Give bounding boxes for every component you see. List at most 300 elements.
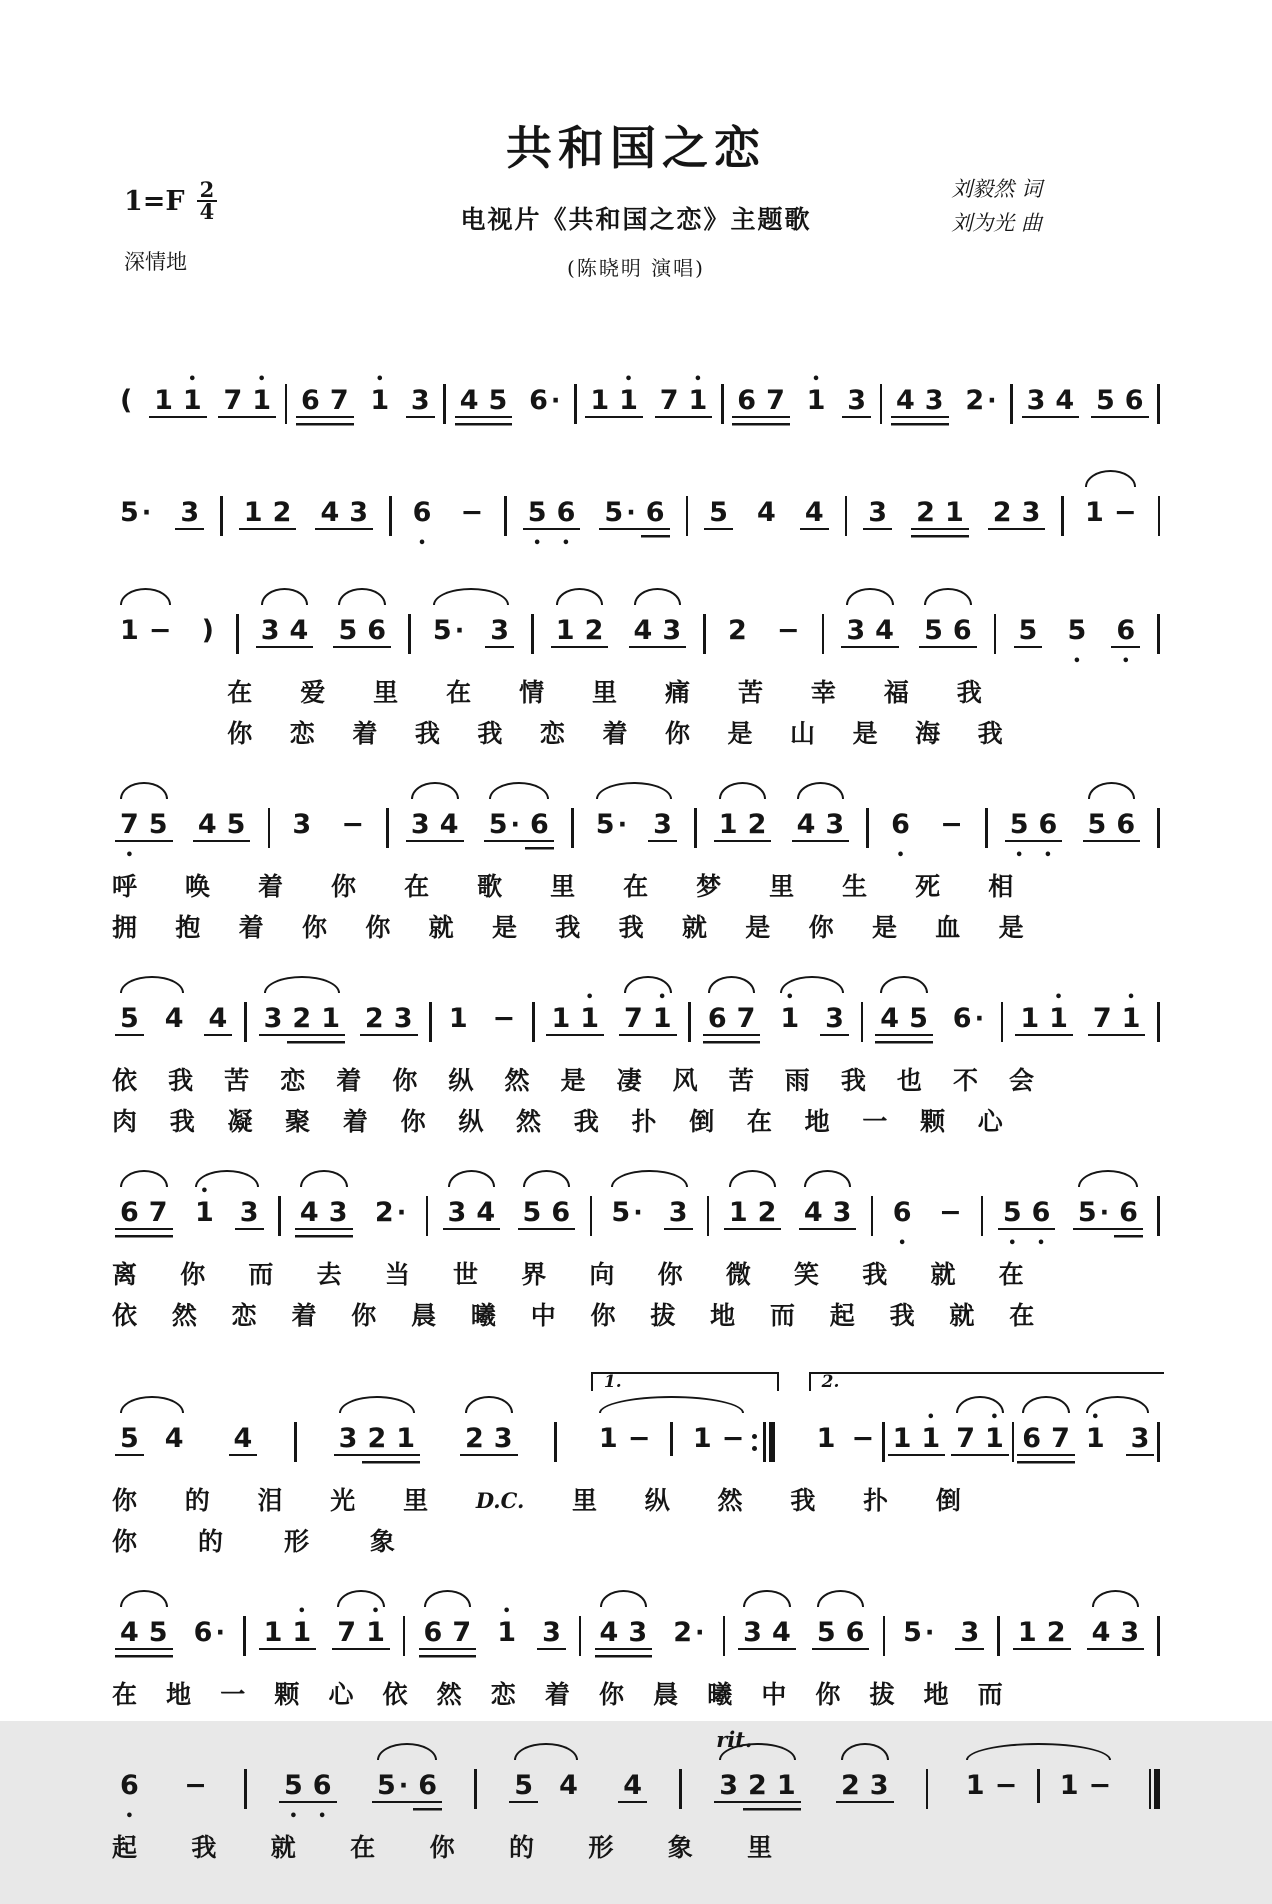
barline bbox=[426, 1196, 429, 1236]
note-token bbox=[800, 486, 829, 550]
note-glyph: 6 · bbox=[529, 385, 561, 416]
note-token bbox=[842, 374, 871, 438]
beam-underline bbox=[891, 416, 920, 426]
slur-note-group bbox=[738, 1588, 796, 1670]
note-token bbox=[287, 798, 316, 862]
note-glyph: 5 bbox=[338, 615, 358, 646]
note-glyph: 4 bbox=[164, 1003, 184, 1034]
slur-note-group bbox=[484, 780, 554, 862]
notes-row bbox=[112, 974, 1160, 1056]
note-token bbox=[1081, 1412, 1110, 1476]
note-token bbox=[361, 1606, 390, 1670]
beam-underline bbox=[870, 646, 899, 656]
note-group bbox=[1111, 586, 1140, 668]
thin-barline bbox=[1061, 496, 1064, 536]
note-token bbox=[641, 486, 670, 550]
beam-underline bbox=[911, 528, 940, 538]
note-group bbox=[279, 1741, 337, 1823]
note-token bbox=[115, 1412, 144, 1476]
note-token bbox=[115, 374, 137, 438]
beam-underline bbox=[988, 528, 1017, 538]
beam-underline bbox=[714, 840, 743, 850]
thin-barline bbox=[1157, 1422, 1160, 1462]
augmentation-dot: · bbox=[550, 386, 561, 415]
slur-note-group bbox=[419, 1588, 477, 1670]
lyric-syllable: 抱 bbox=[175, 913, 201, 942]
note-glyph: 1 bbox=[1049, 1003, 1068, 1034]
barline bbox=[429, 1002, 432, 1042]
lyric-syllable: 里 bbox=[592, 678, 618, 707]
note-token bbox=[1044, 992, 1073, 1056]
beam-underline bbox=[655, 1454, 688, 1464]
beam-underline bbox=[362, 646, 391, 656]
note-spacer bbox=[469, 604, 485, 668]
note-glyph: 4 bbox=[599, 1617, 619, 1648]
note-token bbox=[595, 1606, 624, 1670]
note-token bbox=[623, 1412, 656, 1476]
beam-underline bbox=[406, 416, 435, 426]
inner-barline bbox=[670, 1422, 673, 1456]
lyric-syllable: 我 bbox=[414, 719, 440, 748]
lyric-syllable: 是 bbox=[998, 913, 1024, 942]
note-token bbox=[413, 1759, 442, 1823]
note-glyph: 5 bbox=[1009, 809, 1029, 840]
note-token bbox=[204, 992, 233, 1056]
slur-note-group bbox=[591, 780, 677, 862]
note-token bbox=[836, 1759, 865, 1823]
thin-barline bbox=[243, 1616, 246, 1656]
augmentation-dot: · bbox=[396, 1198, 407, 1227]
note-group bbox=[492, 1588, 521, 1670]
sheet-body bbox=[112, 0, 1160, 1904]
repeat-dot bbox=[752, 1446, 757, 1451]
thin-barline bbox=[474, 1769, 477, 1809]
augmentation-dot: · bbox=[454, 616, 465, 645]
thin-barline bbox=[236, 614, 239, 654]
note-glyph: − bbox=[148, 615, 172, 646]
note-glyph: 6 bbox=[120, 1197, 139, 1228]
note-group bbox=[218, 356, 276, 438]
beam-underline bbox=[287, 1034, 316, 1044]
note-token bbox=[336, 798, 369, 862]
barline bbox=[845, 496, 848, 536]
note-glyph: 2 bbox=[584, 615, 604, 646]
key-signature bbox=[124, 177, 217, 224]
beam-underline bbox=[688, 1454, 717, 1464]
lyrics-row bbox=[112, 1832, 772, 1864]
high-octave-dot: • bbox=[990, 1410, 999, 1425]
note-token bbox=[1083, 798, 1112, 862]
note-token bbox=[524, 374, 565, 438]
barline bbox=[1157, 384, 1160, 424]
note-token bbox=[362, 1412, 391, 1476]
low-octave-dot: • bbox=[125, 848, 134, 863]
slur-note-group bbox=[256, 586, 314, 668]
thin-barline bbox=[429, 1002, 432, 1042]
note-glyph: 1 bbox=[652, 1003, 672, 1034]
note-glyph: 7 bbox=[337, 1617, 357, 1648]
beam-underline bbox=[865, 1801, 894, 1811]
note-glyph: 3 bbox=[869, 1770, 889, 1801]
beam-underline bbox=[1083, 840, 1112, 850]
note-group bbox=[1088, 974, 1146, 1056]
note-spacer bbox=[632, 798, 648, 862]
note-glyph: 4 bbox=[208, 1003, 228, 1034]
beam-underline bbox=[428, 646, 469, 656]
note-glyph: − bbox=[851, 1423, 875, 1454]
note-glyph: 3 bbox=[653, 809, 672, 840]
note-token bbox=[1042, 1606, 1071, 1670]
beam-underline bbox=[259, 1034, 288, 1044]
lyric-syllable: 在 bbox=[998, 1260, 1024, 1289]
slur-note-group bbox=[190, 1168, 264, 1250]
beam-underline bbox=[575, 1034, 604, 1044]
beam-underline bbox=[235, 1228, 264, 1238]
note-token bbox=[599, 486, 640, 550]
note-token bbox=[743, 798, 772, 862]
note-group bbox=[204, 974, 233, 1056]
note-glyph: 3 bbox=[490, 615, 509, 646]
slur-note-group bbox=[115, 1588, 173, 1670]
note-group bbox=[655, 356, 713, 438]
beam-underline bbox=[179, 1801, 212, 1811]
lyric-syllable: 晨 bbox=[411, 1301, 437, 1330]
beam-underline bbox=[743, 840, 772, 850]
beam-underline bbox=[948, 646, 977, 656]
note-token bbox=[820, 798, 849, 862]
beam-underline bbox=[842, 416, 871, 426]
notes-row bbox=[112, 586, 1160, 668]
note-token bbox=[841, 604, 870, 668]
barline bbox=[703, 614, 706, 654]
augmentation-dot: · bbox=[617, 810, 628, 839]
beam-underline bbox=[1087, 1648, 1116, 1658]
beam-underline bbox=[1050, 416, 1079, 426]
lyric-syllable: 在 bbox=[1009, 1301, 1035, 1330]
lyrics-row bbox=[112, 912, 1024, 944]
note-group bbox=[886, 780, 915, 862]
note-token bbox=[1087, 1606, 1116, 1670]
note-token bbox=[193, 798, 222, 862]
beam-underline bbox=[372, 1801, 413, 1811]
note-token bbox=[471, 1186, 500, 1250]
note-token bbox=[988, 486, 1017, 550]
beam-underline bbox=[960, 416, 1001, 426]
note-glyph: 2 bbox=[727, 615, 747, 646]
barline bbox=[1157, 614, 1160, 654]
note-token bbox=[717, 1412, 750, 1476]
note-group bbox=[315, 468, 373, 550]
note-glyph: 3 bbox=[180, 497, 200, 528]
beam-underline bbox=[1046, 1454, 1075, 1464]
lyric-syllable: 拔 bbox=[869, 1680, 895, 1709]
beam-underline bbox=[256, 646, 285, 656]
barline bbox=[408, 614, 411, 654]
note-token bbox=[325, 374, 354, 438]
beam-underline bbox=[753, 1228, 782, 1238]
note-glyph: 6 bbox=[551, 1197, 571, 1228]
thin-barline bbox=[574, 384, 577, 424]
lyric-syllable: 微 bbox=[725, 1260, 751, 1289]
note-token bbox=[115, 486, 156, 550]
beam-underline bbox=[955, 1648, 984, 1658]
note-group bbox=[842, 356, 871, 438]
note-token bbox=[485, 604, 514, 668]
beam-underline bbox=[115, 528, 156, 538]
note-token bbox=[619, 992, 648, 1056]
beam-underline bbox=[115, 646, 144, 656]
lyric-syllable: 你 bbox=[590, 1301, 616, 1330]
augmentation-dot: · bbox=[1099, 1198, 1110, 1227]
beam-underline bbox=[546, 1228, 575, 1238]
note-glyph: 3 bbox=[668, 1197, 688, 1228]
note-glyph: − bbox=[184, 1770, 207, 1801]
beam-underline bbox=[406, 840, 435, 850]
beam-underline bbox=[518, 1228, 547, 1238]
high-octave-dot: • bbox=[297, 1604, 306, 1619]
note-glyph: 3 bbox=[263, 1003, 283, 1034]
low-octave-dot: • bbox=[533, 536, 542, 551]
notes-row bbox=[112, 468, 1160, 550]
beam-underline bbox=[336, 840, 369, 850]
note-token bbox=[875, 992, 904, 1056]
tempo-annotation: rit. bbox=[716, 1727, 753, 1752]
lyric-syllable: 地 bbox=[166, 1680, 192, 1709]
note-group bbox=[668, 1588, 709, 1670]
note-token bbox=[684, 374, 713, 438]
note-token bbox=[115, 1606, 144, 1670]
note-token bbox=[1084, 1759, 1117, 1823]
beam-underline bbox=[296, 416, 325, 426]
lyric-syllable: 心 bbox=[328, 1680, 354, 1709]
note-glyph: 6 bbox=[845, 1617, 865, 1648]
inner-barline bbox=[1037, 1769, 1040, 1803]
note-group bbox=[1013, 1588, 1071, 1670]
lyric-syllable: 我 bbox=[169, 1107, 195, 1136]
note-glyph: 5 bbox=[120, 1003, 139, 1034]
note-token bbox=[160, 992, 189, 1056]
note-glyph: 6 bbox=[1022, 1423, 1042, 1454]
note-glyph: 1 bbox=[619, 385, 638, 416]
lyric-syllable: 你 bbox=[815, 1680, 841, 1709]
note-glyph: 7 bbox=[452, 1617, 472, 1648]
note-token bbox=[1014, 604, 1043, 668]
note-glyph: 6 bbox=[423, 1617, 443, 1648]
volta-label: 1. bbox=[603, 1372, 622, 1392]
note-token bbox=[115, 798, 144, 862]
note-spacer bbox=[648, 1186, 664, 1250]
high-octave-dot: • bbox=[693, 372, 703, 387]
note-glyph: 5 bbox=[1067, 615, 1087, 646]
note-token bbox=[1073, 1186, 1114, 1250]
song-subtitle: 电视片《共和国之恋》主题歌 bbox=[460, 205, 812, 234]
beam-underline bbox=[460, 1454, 489, 1464]
note-glyph: 4 bbox=[120, 1617, 139, 1648]
note-glyph: 6 bbox=[1124, 385, 1144, 416]
note-token bbox=[1115, 1606, 1144, 1670]
lyric-syllable: 起 bbox=[829, 1301, 855, 1330]
lyric-syllable: 在 bbox=[746, 1107, 772, 1136]
slur-note-group bbox=[115, 586, 176, 668]
low-octave-dot: • bbox=[417, 536, 427, 551]
note-group bbox=[360, 974, 418, 1056]
note-token bbox=[484, 798, 525, 862]
lyric-syllable: 着 bbox=[544, 1680, 570, 1709]
note-glyph: 1 bbox=[448, 1003, 468, 1034]
beam-underline bbox=[799, 1228, 828, 1238]
note-token bbox=[552, 486, 581, 550]
note-token bbox=[1005, 798, 1034, 862]
slur-note-group bbox=[919, 586, 977, 668]
lyric-syllable: 我 bbox=[862, 1260, 888, 1289]
high-octave-dot: • bbox=[1091, 1410, 1100, 1425]
note-spacer bbox=[538, 1759, 554, 1823]
note-glyph: 6 bbox=[1031, 1197, 1051, 1228]
note-glyph: 1 bbox=[580, 1003, 600, 1034]
beam-underline bbox=[668, 1648, 709, 1658]
note-token bbox=[279, 1759, 308, 1823]
note-token bbox=[841, 1606, 870, 1670]
note-token bbox=[738, 1606, 767, 1670]
note-token bbox=[189, 1606, 230, 1670]
note-group bbox=[189, 1588, 230, 1670]
beam-underline bbox=[1117, 1034, 1146, 1044]
lyric-syllable: 就 bbox=[949, 1301, 975, 1330]
beam-underline bbox=[724, 1228, 753, 1238]
lyric-syllable: 肉 bbox=[112, 1107, 138, 1136]
beam-underline bbox=[316, 1034, 345, 1044]
low-octave-dot: • bbox=[897, 1236, 907, 1251]
note-glyph: 3 bbox=[239, 1197, 259, 1228]
note-token bbox=[657, 604, 686, 668]
note-token bbox=[714, 1759, 743, 1823]
note-token bbox=[518, 1186, 547, 1250]
barline bbox=[985, 808, 988, 848]
note-glyph: 3 bbox=[542, 1617, 561, 1648]
beam-underline bbox=[595, 1648, 624, 1658]
note-group bbox=[455, 356, 513, 438]
note-glyph: 3 bbox=[493, 1423, 513, 1454]
beam-underline bbox=[704, 528, 733, 538]
key-label: 1=F bbox=[124, 185, 185, 217]
lyric-syllable: 依 bbox=[112, 1066, 138, 1095]
lyric-syllable: 在 bbox=[350, 1833, 376, 1862]
note-group bbox=[1014, 586, 1043, 668]
notes-row bbox=[112, 1727, 1160, 1824]
thin-barline bbox=[723, 1616, 726, 1656]
note-glyph: 1 bbox=[816, 1423, 836, 1454]
note-glyph: 4 bbox=[633, 615, 653, 646]
beam-underline bbox=[619, 1034, 648, 1044]
high-octave-dot: • bbox=[371, 1604, 380, 1619]
note-glyph: 5 bbox=[816, 1617, 836, 1648]
beam-underline bbox=[648, 1034, 677, 1044]
lyric-syllable: 在 bbox=[112, 1680, 138, 1709]
note-glyph: 3 bbox=[1026, 385, 1046, 416]
note-glyph: 2 bbox=[364, 1003, 384, 1034]
lyric-syllable: 是 bbox=[852, 719, 878, 748]
note-glyph: 1 bbox=[984, 1423, 1004, 1454]
note-token bbox=[435, 798, 464, 862]
note-glyph: 4 bbox=[803, 1197, 823, 1228]
barline bbox=[1157, 1422, 1160, 1462]
volta-label: 2. bbox=[821, 1372, 840, 1392]
slur-note-group bbox=[775, 974, 849, 1056]
note-glyph: 5 bbox=[148, 1617, 168, 1648]
note-group bbox=[456, 468, 489, 550]
beam-underline bbox=[772, 646, 805, 656]
note-glyph: − bbox=[1113, 497, 1137, 528]
lyric-syllable: 曦 bbox=[470, 1301, 496, 1330]
lyric-syllable: 你 bbox=[112, 1527, 138, 1556]
note-token bbox=[898, 1606, 939, 1670]
thin-barline bbox=[244, 1002, 247, 1042]
augmentation-dot: · bbox=[626, 498, 636, 527]
note-glyph: ( bbox=[120, 385, 133, 416]
expression-marking: 深情地 bbox=[124, 250, 187, 274]
note-token bbox=[648, 798, 677, 862]
note-token bbox=[1017, 1412, 1046, 1476]
thick-barline bbox=[769, 1422, 775, 1462]
lyric-syllable: 相 bbox=[988, 872, 1014, 901]
beam-underline bbox=[1055, 1801, 1084, 1811]
thin-barline bbox=[721, 384, 724, 424]
note-glyph: 1 bbox=[497, 1617, 517, 1648]
high-octave-dot: • bbox=[1126, 990, 1136, 1005]
thin-barline bbox=[268, 808, 271, 848]
beam-underline bbox=[1022, 1801, 1055, 1811]
slur-note-group bbox=[841, 586, 899, 668]
note-group bbox=[891, 356, 949, 438]
augmentation-dot: · bbox=[633, 1198, 643, 1227]
beam-underline bbox=[841, 646, 870, 656]
high-octave-dot: • bbox=[811, 372, 821, 387]
barline bbox=[474, 1769, 477, 1809]
note-token bbox=[489, 1412, 518, 1476]
note-spacer bbox=[804, 992, 820, 1056]
barline bbox=[403, 1616, 406, 1656]
note-token bbox=[218, 374, 247, 438]
note-token bbox=[256, 604, 285, 668]
lyric-syllable: 象 bbox=[369, 1527, 395, 1556]
note-token bbox=[1022, 374, 1051, 438]
slur-note-group bbox=[372, 1741, 442, 1823]
note-glyph: 6 bbox=[1038, 809, 1058, 840]
note-glyph: 1 bbox=[780, 1003, 800, 1034]
lyrics-row bbox=[112, 1259, 1024, 1291]
note-token bbox=[772, 1759, 801, 1823]
note-token bbox=[799, 1186, 828, 1250]
beam-underline bbox=[841, 1648, 870, 1658]
lyric-syllable: 梦 bbox=[696, 872, 722, 901]
note-glyph: − bbox=[938, 1197, 962, 1228]
barline bbox=[752, 1422, 775, 1462]
note-token bbox=[916, 1412, 945, 1476]
note-glyph: 2 bbox=[757, 1197, 777, 1228]
note-glyph: 5 bbox=[1018, 615, 1038, 646]
note-glyph: 1 bbox=[921, 1423, 941, 1454]
note-token bbox=[160, 1412, 189, 1476]
lyric-syllable: 你 bbox=[598, 1680, 624, 1709]
note-token bbox=[1055, 1759, 1084, 1823]
lyric-syllable: 海 bbox=[915, 719, 941, 748]
barline bbox=[861, 1002, 864, 1042]
note-glyph: 2 bbox=[916, 497, 935, 528]
lyric-syllable: 雨 bbox=[784, 1066, 810, 1095]
note-glyph: 7 bbox=[329, 385, 349, 416]
note-token bbox=[523, 486, 552, 550]
lyrics-row bbox=[112, 1065, 1034, 1097]
